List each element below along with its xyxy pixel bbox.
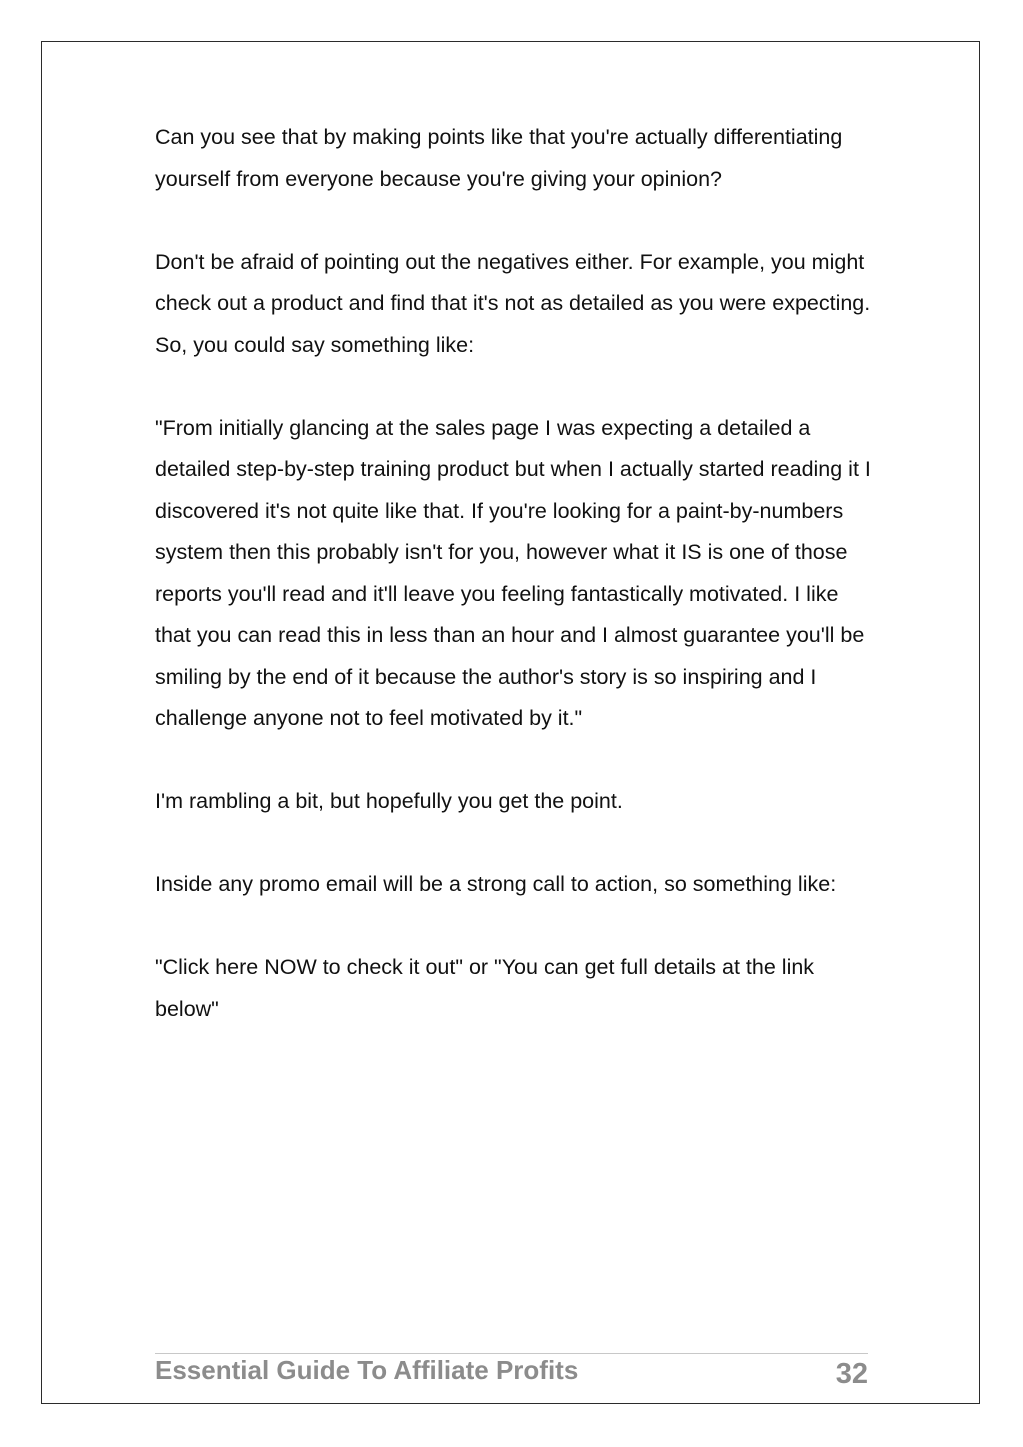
paragraph: Inside any promo email will be a strong call to action, so something like: (155, 872, 837, 896)
page-body (155, 117, 873, 1072)
paragraph: Don't be afraid of pointing out the negatives either. For example, you might check out a product and find that it's not as detailed as you were expecting. So, you could say something like: (155, 249, 871, 357)
footer-divider (155, 1353, 868, 1354)
footer-title: Essential Guide To Affiliate Profits (155, 1355, 579, 1385)
paragraph: Can you see that by making points like that you're actually differentiating yourself from everyone because you're giving your opinion? (155, 125, 843, 191)
paragraph: "Click here NOW to check it out" or "You can get full details at the link below" (155, 955, 815, 1021)
paragraph: "From initially glancing at the sales page I was expecting a detailed a detailed step-by-step training product but when I actually started reading it I discovered it's not quite like that. If you're looking for a paint-by-numbers system then this probably isn't for you, however what it IS is one of those reports you'll read and it'll leave you feeling fantastically motivated. I like that you can read this in less than an hour and I almost guarantee you'll be smiling by the end of it because the author's story is so inspiring and I challenge anyone not to feel motivated by it." (155, 415, 871, 730)
paragraph: I'm rambling a bit, but hopefully you get the point. (155, 789, 623, 813)
page-number: 32 (835, 1358, 868, 1390)
